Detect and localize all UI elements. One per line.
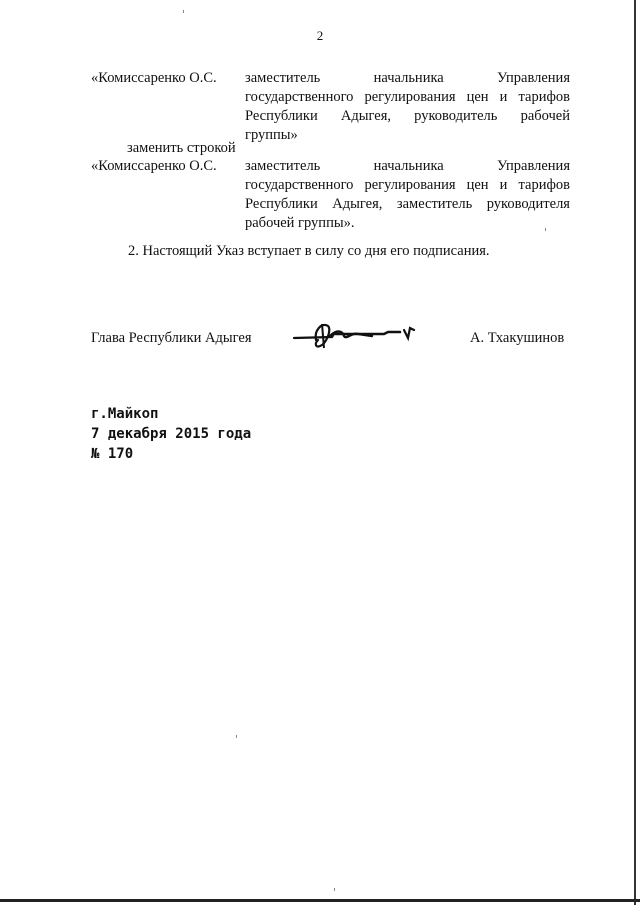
scan-border-right xyxy=(634,0,636,905)
signatory-title: Глава Республики Адыгея xyxy=(91,330,252,346)
scan-speck xyxy=(183,10,184,13)
description-word: цен xyxy=(466,89,489,105)
description-word: цен xyxy=(466,177,489,193)
description-word: Республики xyxy=(245,196,318,212)
registration-stamp xyxy=(91,404,251,464)
description-word: начальника xyxy=(373,158,444,174)
entry-description-replacement xyxy=(245,157,570,233)
description-line xyxy=(245,195,570,214)
description-line xyxy=(245,157,570,176)
description-line: рабочей группы». xyxy=(245,215,355,231)
description-line xyxy=(245,69,570,88)
scan-speck xyxy=(236,735,237,738)
description-word: Адыгея, xyxy=(332,196,383,212)
description-word: Республики xyxy=(245,108,318,124)
entry-description-original xyxy=(245,69,570,145)
description-word: и xyxy=(499,89,508,105)
handwritten-signature xyxy=(292,318,422,350)
description-word: Управления xyxy=(497,158,570,174)
description-word: тарифов xyxy=(518,177,570,193)
description-word: заместитель xyxy=(245,70,321,86)
description-word: регулирования xyxy=(364,177,456,193)
description-word: руководитель xyxy=(414,108,498,124)
scan-speck xyxy=(545,228,546,231)
description-line: группы» xyxy=(245,127,298,143)
scan-border-bottom xyxy=(0,899,640,902)
description-word: государственного xyxy=(245,177,354,193)
description-line xyxy=(245,88,570,107)
description-word: заместитель xyxy=(245,158,321,174)
stamp-city: г.Майкоп xyxy=(91,406,159,422)
page-number: 2 xyxy=(316,28,324,43)
replace-instruction: заменить строкой xyxy=(127,140,236,156)
description-word: тарифов xyxy=(518,89,570,105)
description-word: заместитель xyxy=(396,196,473,212)
stamp-date: 7 декабря 2015 года xyxy=(91,426,252,442)
description-word: Адыгея, xyxy=(340,108,391,124)
clause-2: 2. Настоящий Указ вступает в силу со дня его подписания. xyxy=(128,243,490,259)
signatory-name: А. Тхакушинов xyxy=(470,330,565,346)
entry-name-original: «Комиссаренко О.С. xyxy=(91,70,217,86)
description-word: руководителя xyxy=(486,196,570,212)
description-word: регулирования xyxy=(364,89,456,105)
description-word: рабочей xyxy=(520,108,570,124)
entry-name-replacement: «Комиссаренко О.С. xyxy=(91,158,217,174)
description-word: и xyxy=(499,177,508,193)
description-word: Управления xyxy=(497,70,570,86)
description-word: государственного xyxy=(245,89,354,105)
scan-speck xyxy=(334,888,335,891)
stamp-number: № 170 xyxy=(91,446,134,462)
description-line xyxy=(245,107,570,126)
description-word: начальника xyxy=(373,70,444,86)
description-line xyxy=(245,176,570,195)
